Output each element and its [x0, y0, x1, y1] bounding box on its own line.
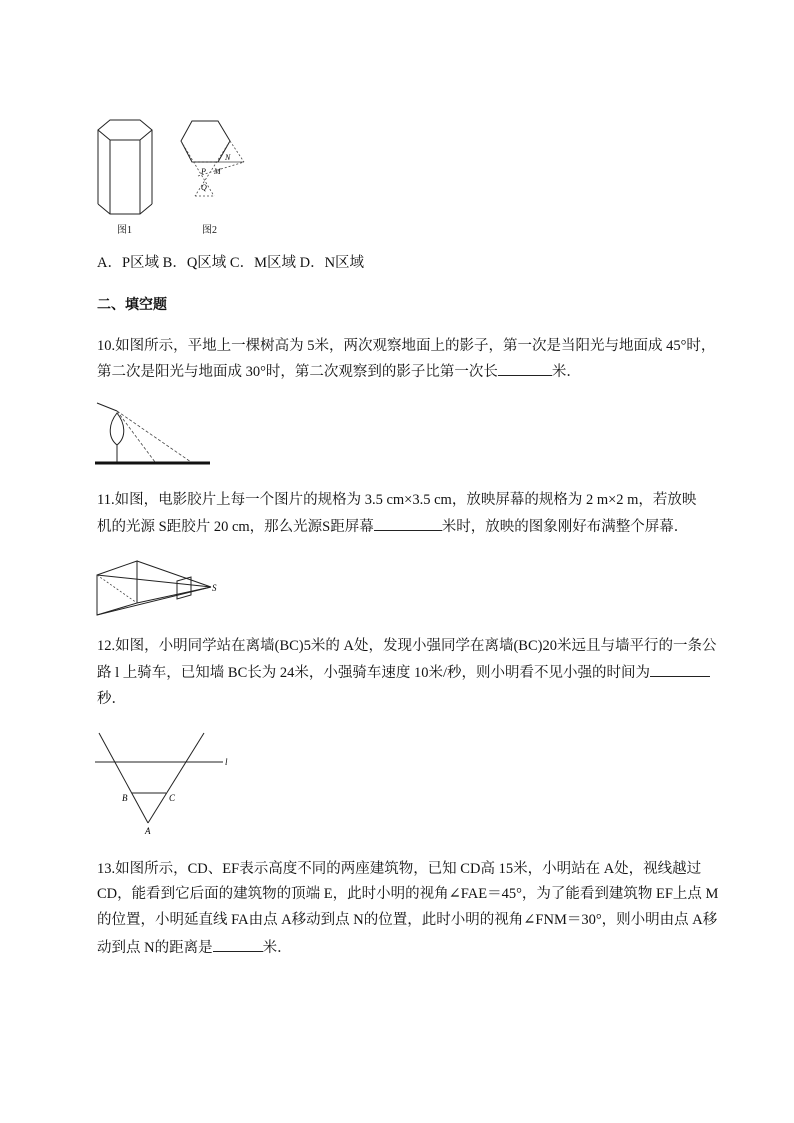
q10-line1: 10.如图所示，平地上一棵树高为 5米，两次观察地面上的影子，第一次是当阳光与地面成 45°时， — [97, 338, 716, 354]
q13-line3: 的位置，小明延直线 FA由点 A移动到点 N的位置，此时小明的视角∠FNM＝30°，则小明由点 A移 — [97, 912, 718, 928]
fig2-label-q: Q — [201, 183, 207, 192]
fig2-caption: 图2 — [202, 225, 217, 236]
fig2-label-p: P — [201, 167, 206, 176]
q12-fig-label-a: A — [145, 826, 151, 836]
q10-line2-end: 米． — [551, 364, 581, 380]
q12-fig-label-c: C — [169, 793, 176, 803]
q11-line2-text: 机的光源 S距胶片 20 cm，那么光源S距屏幕 — [97, 519, 374, 535]
q12-line2-text: 路 l 上骑车，已知墙 BC长为 24米，小强骑车速度 10米/秒，则小明看不见小强的时间为 — [97, 665, 651, 681]
q13-line1: 13.如图所示，CD、EF表示高度不同的两座建筑物，已知 CD高 15米，小明站在 A处，视线越过 — [97, 861, 702, 877]
q12-line1: 12.如图，小明同学站在离墙(BC)5米的 A处，发现小强同学在离墙(BC)20米远且与墙平行的一条公 — [97, 638, 717, 654]
q11-fig-label-s: S — [212, 583, 217, 593]
hexagonal-prism-figure — [94, 118, 156, 218]
q13-line4-text: 动到点 N的距离是 — [97, 940, 213, 956]
q11-line1: 11.如图，电影胶片上每一个图片的规格为 3.5 cm×3.5 cm，放映屏幕的规格为 2 m×2 m，若放映 — [97, 492, 697, 508]
q11-line2 — [97, 516, 688, 537]
q10-line2 — [97, 361, 581, 382]
fig2-label-n: N — [225, 153, 231, 162]
q9-options: A．P区域 B．Q区域 C．M区域 D．N区域 — [97, 255, 365, 271]
q13-answer-blank[interactable] — [213, 937, 263, 952]
q12-fig-label-l: l — [225, 757, 228, 767]
q12-answer-blank[interactable] — [650, 662, 710, 677]
tree-shadow-figure — [95, 401, 213, 467]
projector-figure — [95, 557, 220, 617]
q12-line2 — [97, 662, 710, 683]
road-wall-figure — [95, 731, 235, 837]
hexagon-shadow-figure — [178, 118, 248, 208]
q10-answer-blank[interactable] — [498, 361, 552, 376]
q13-line4-end: 米． — [262, 940, 292, 956]
fig1-caption: 图1 — [117, 225, 132, 236]
q12-fig-label-b: B — [122, 793, 128, 803]
q11-line2-end: 米时，放映的图象刚好布满整个屏幕． — [441, 519, 689, 535]
q13-line4 — [97, 937, 292, 958]
q13-line2: CD，能看到它后面的建筑物的顶端 E，此时小明的视角∠FAE＝45°，为了能看到建筑物 EF上点 M — [97, 886, 719, 902]
q10-line2-text: 第二次是阳光与地面成 30°时，第二次观察到的影子比第一次长 — [97, 364, 498, 380]
section-title: 二、填空题 — [97, 297, 167, 313]
q11-answer-blank[interactable] — [374, 516, 442, 531]
fig2-label-m: M — [214, 167, 221, 176]
q12-line3: 秒． — [97, 691, 126, 707]
